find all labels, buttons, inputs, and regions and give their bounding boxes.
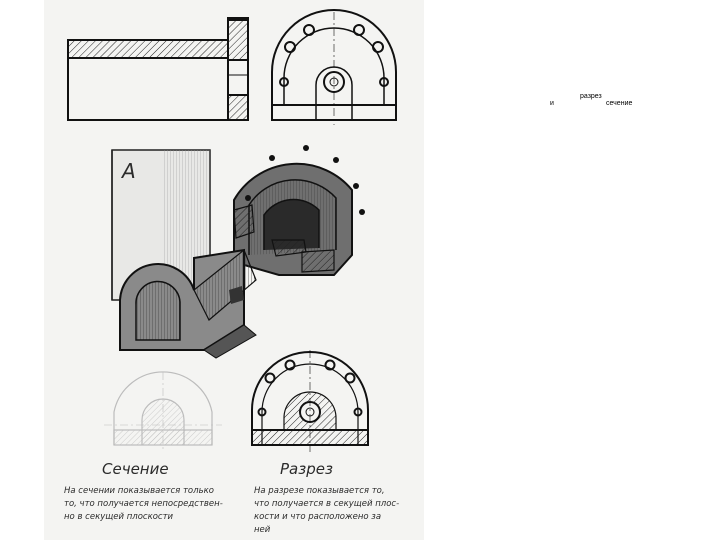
caption-right-line-3: кости и что расположено за xyxy=(254,512,382,522)
bottom-section-view xyxy=(104,372,222,450)
caption-right-line-1: На разрезе показывается то, xyxy=(254,486,385,496)
axonometric-section-view xyxy=(112,145,365,358)
caption-left-line-2: то, что получается непосредствен- xyxy=(64,499,223,509)
engineering-drawing xyxy=(44,0,424,540)
drawing-sheet xyxy=(44,0,424,540)
caption-right-line-2: что получается в секущей плос- xyxy=(254,499,400,509)
bottom-cut-view xyxy=(252,350,368,452)
caption-right-line-4: ней xyxy=(254,525,271,535)
view-letter: А xyxy=(122,159,136,183)
caption-left-line-3: но в секущей плоскости xyxy=(64,512,174,522)
label-i: и xyxy=(550,100,554,107)
top-side-view xyxy=(68,18,248,120)
top-front-view xyxy=(272,10,396,125)
label-razrez: разрез xyxy=(580,93,602,100)
caption-right-title: Разрез xyxy=(280,460,333,478)
label-sechenie: сечение xyxy=(606,100,633,107)
caption-left-title: Сечение xyxy=(102,460,169,478)
caption-left-line-1: На сечении показывается только xyxy=(64,486,214,496)
